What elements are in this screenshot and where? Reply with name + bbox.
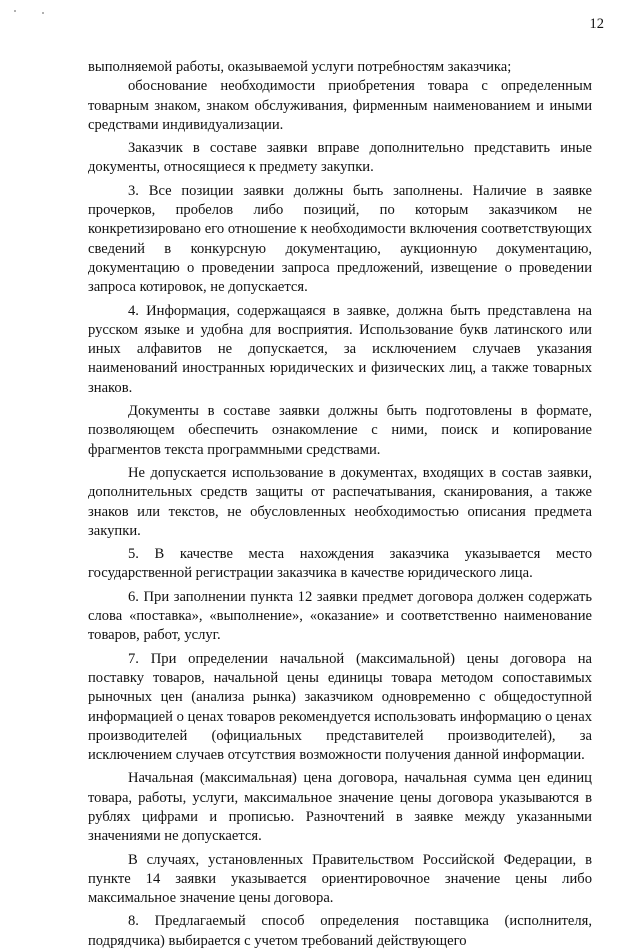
paragraph: 4. Информация, содержащаяся в заявке, должна быть представлена на русском языке и удобна для восприятия. Использование букв латинского или иных алфавитов не допускается, за исключением случаев указания наименований иностранных юридических и физических лиц, а также товарных знаков.	[88, 302, 592, 396]
paragraph: Не допускается использование в документах, входящих в состав заявки, дополнительных средств защиты от распечатывания, сканирования, а также знаков или текстов, не обусловленных необходимостью описания предмета закупки.	[88, 464, 592, 539]
paragraph: В случаях, установленных Правительством Российской Федерации, в пункте 14 заявки указывается ориентировочное значение цены либо максимальное значение цены договора.	[88, 851, 592, 907]
paragraph: выполняемой работы, оказываемой услуги потребностям заказчика;	[88, 59, 512, 75]
paragraph: Заказчик в составе заявки вправе дополнительно представить иные документы, относящиеся к предмету закупки.	[88, 140, 592, 176]
page-number: 12	[589, 16, 604, 32]
document-body	[88, 58, 592, 951]
paragraph: 6. При заполнении пункта 12 заявки предмет договора должен содержать слова «поставка», «выполнение», «оказание» и соответственно наименование товаров, работ, услуг.	[88, 588, 592, 644]
paragraph: 3. Все позиции заявки должны быть заполнены. Наличие в заявке прочерков, пробелов либо позиций, по которым заказчиком не конкретизировано его отношение к необходимости включения соответствующих сведений в конкурсную документацию, аукционную документацию, документацию о проведении запроса предложений, извещение о проведении запроса котировок, не допускается.	[88, 182, 592, 296]
paragraph: 7. При определении начальной (максимальной) цены договора на поставку товаров, начальной цены единицы товара методом сопоставимых рыночных цен (анализа рынка) заказчиком одновременно с общедоступной информацией о ценах товаров рекомендуется использовать информацию о ценах производителей (официальных представителей производителей), за исключением случаев отсутствия возможности получения данной информации.	[88, 650, 592, 764]
paragraph: обоснование необходимости приобретения товара с определенным товарным знаком, знаком обслуживания, фирменным наименованием и иными средствами индивидуализации.	[88, 78, 592, 133]
paragraph: 8. Предлагаемый способ определения поставщика (исполнителя, подрядчика) выбирается с учетом требований действующего	[88, 913, 592, 949]
paragraph: Начальная (максимальная) цена договора, начальная сумма цен единиц товара, работы, услуги, максимальное значение цены договора указываются в рублях цифрами и прописью. Разночтений в заявке между указанными значениями не допускается.	[88, 770, 592, 845]
paragraph: Документы в составе заявки должны быть подготовлены в формате, позволяющем обеспечить ознакомление с ними, поиск и копирование фрагментов текста программными средствами.	[88, 403, 592, 458]
paragraph: 5. В качестве места нахождения заказчика указывается место государственной регистрации заказчика в качестве юридического лица.	[88, 546, 592, 582]
